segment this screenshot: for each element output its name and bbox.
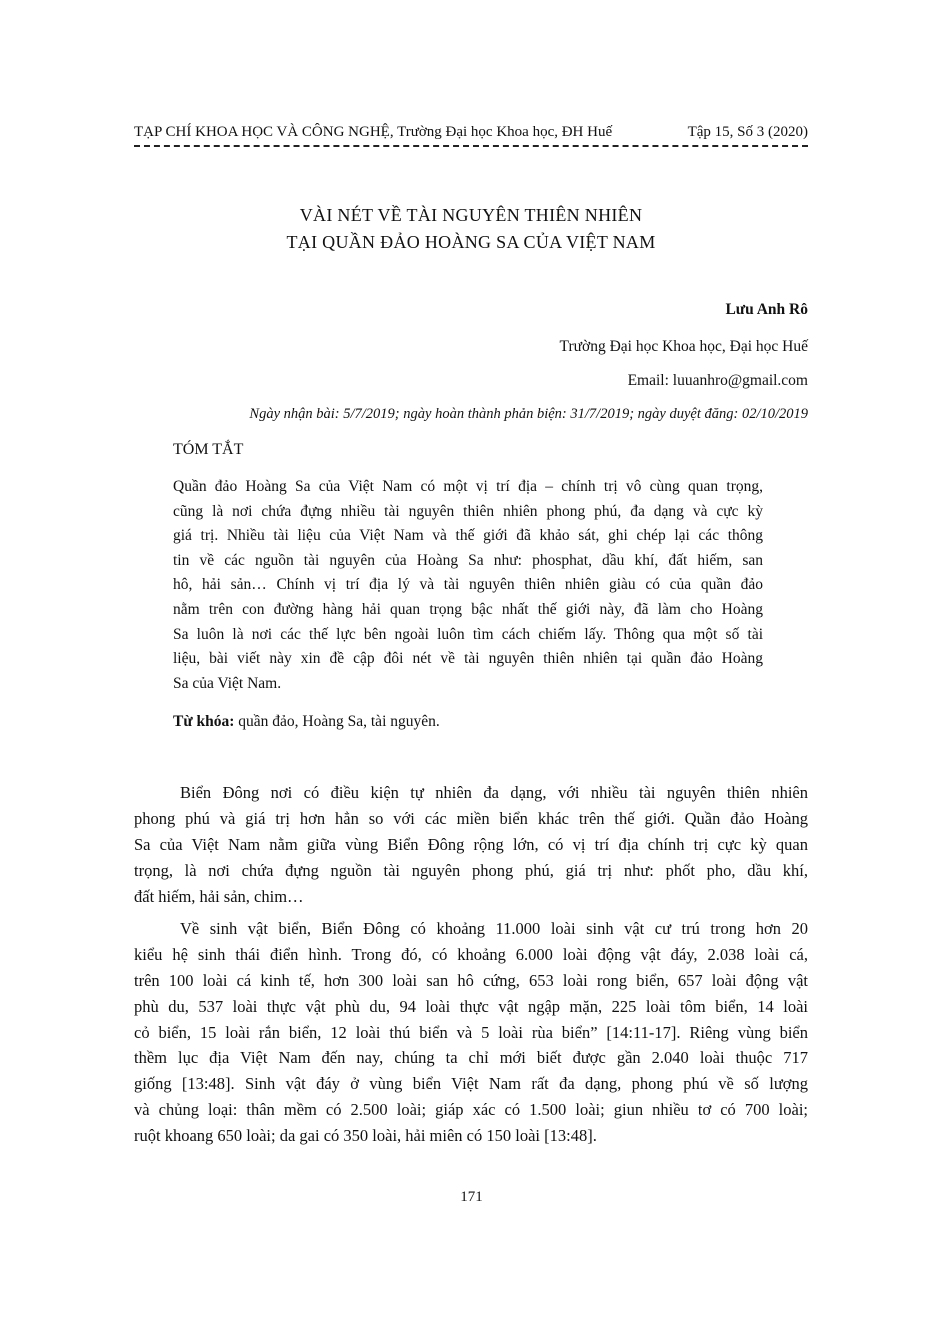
- header-divider: [134, 145, 808, 147]
- text-line: Quần đảo Hoàng Sa của Việt Nam có một vị trí địa – chính trị vô cùng quan trọng,: [173, 478, 763, 495]
- running-header: [134, 124, 808, 141]
- author-name: Lưu Anh Rô: [725, 301, 808, 318]
- text-line: Sa luôn là nơi các thế lực bên ngoài luôn tìm cách chiếm lấy. Thông qua một số tài: [173, 625, 763, 643]
- text-line: phù du, 537 loài thực vật phù du, 94 loài thực vật ngập mặn, 225 loài tôm biển, 14 loài: [134, 996, 808, 1016]
- volume-issue: Tập 15, Số 3 (2020): [687, 124, 808, 140]
- text-line: Biển Đông nơi có điều kiện tự nhiên đa dạng, với nhiều tài nguyên thiên nhiên: [180, 783, 808, 802]
- body-paragraph-2: [134, 916, 808, 1149]
- keywords-list: quần đảo, Hoàng Sa, tài nguyên.: [234, 713, 440, 730]
- keywords-label: Từ khóa:: [173, 713, 235, 730]
- article-title: [134, 202, 808, 256]
- title-line: TẠI QUẦN ĐẢO HOÀNG SA CỦA VIỆT NAM: [286, 232, 656, 252]
- text-line: và chủng loại: thân mềm có 2.500 loài; giáp xác có 1.500 loài; giun nhiều tơ có 700 loài;: [134, 1100, 808, 1120]
- text-line: kiểu hệ sinh thái điển hình. Trong đó, có khoảng 6.000 loài động vật đáy, 2.038 loài cá,: [134, 944, 808, 964]
- text-line: cỏ biển, 15 loài rắn biển, 12 loài thú biển và 5 loài rùa biển” [14:11-17]. Riêng vùng biển: [134, 1022, 808, 1042]
- text-line: trọng, là nơi chứa đựng nguồn tài nguyên phong phú, giá trị như: phốt pho, dầu khí,: [134, 860, 808, 880]
- text-line: phong phú và giá trị hơn hẳn so với các miền biển khác trên thế giới. Quần đảo Hoàng: [134, 808, 808, 828]
- text-line: đất hiếm, hải sản, chim…: [134, 886, 304, 906]
- text-line: giống [13:48]. Sinh vật đáy ở vùng biển Việt Nam rất đa dạng, phong phú về số lượng: [134, 1074, 808, 1094]
- text-line: Sa của Việt Nam nằm giữa vùng Biển Đông rộng lớn, có vị trí địa chính trị cực kỳ quan: [134, 834, 808, 854]
- text-line: thềm lục địa Việt Nam đến nay, chúng ta chỉ mới biết được gần 2.040 loài thuộc 717: [134, 1048, 808, 1068]
- text-line: nằm trên con đường hàng hải quan trọng bậc nhất thế giới này, đã làm cho Hoàng: [173, 600, 763, 618]
- keywords: [173, 713, 440, 731]
- author-affiliation: Trường Đại học Khoa học, Đại học Huế: [559, 338, 808, 355]
- text-line: giá trị. Nhiều tài liệu của Việt Nam và thế giới đã khảo sát, ghi chép lại các thông: [173, 527, 763, 545]
- text-line: hô, hải sản… Chính vị trí địa lý và tài nguyên thiên nhiên giàu có của quần đảo: [173, 576, 763, 594]
- text-line: ruột khoang 650 loài; da gai có 350 loài, hải miên có 150 loài [13:48].: [134, 1126, 597, 1146]
- text-line: Về sinh vật biển, Biển Đông có khoảng 11.000 loài sinh vật cư trú trong hơn 20: [180, 919, 808, 938]
- text-line: cũng là nơi chứa đựng nhiều tài nguyên thiên nhiên phong phú, đa dạng và cực kỳ: [173, 502, 763, 520]
- text-line: trên 100 loài cá kinh tế, hơn 300 loài san hô cứng, 653 loài rong biển, 657 loài động vật: [134, 970, 808, 990]
- abstract-text: [173, 475, 763, 696]
- submission-dates: Ngày nhận bài: 5/7/2019; ngày hoàn thành phản biện: 31/7/2019; ngày duyệt đăng: 02/10/2019: [249, 406, 808, 422]
- author-email: Email: luuanhro@gmail.com: [627, 372, 808, 389]
- text-line: tin về các nguồn tài nguyên của Hoàng Sa như: phosphat, dầu khí, đất hiếm, san: [173, 551, 763, 569]
- text-line: Sa của Việt Nam.: [173, 674, 282, 692]
- text-line: liệu, bài viết này xin đề cập đôi nét về tài nguyên thiên nhiên tại quần đảo Hoàng: [173, 650, 763, 668]
- body-paragraph-1: [134, 780, 808, 909]
- page-number: 171: [460, 1189, 483, 1205]
- title-line: VÀI NÉT VỀ TÀI NGUYÊN THIÊN NHIÊN: [299, 205, 643, 225]
- abstract-heading: TÓM TẮT: [173, 441, 244, 458]
- journal-name: TẠP CHÍ KHOA HỌC VÀ CÔNG NGHỆ, Trường Đại học Khoa học, ĐH Huế: [134, 124, 613, 140]
